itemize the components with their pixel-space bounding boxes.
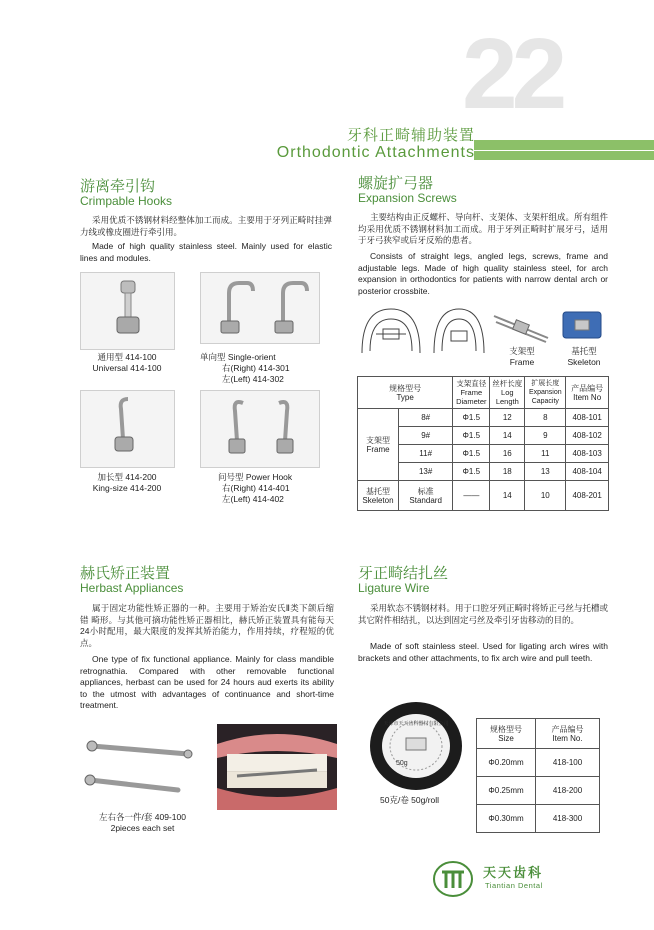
exp-th-type-en: Type <box>396 392 414 402</box>
lig-th-size-en: Size <box>498 733 514 743</box>
power-hook-caption-3: 左(Left) 414-402 <box>222 494 284 504</box>
herbast-mouth-photo <box>217 724 337 810</box>
expansion-title-en: Expansion Screws <box>358 191 457 205</box>
exp-cell-len: 14 <box>490 427 525 445</box>
table-row <box>477 777 600 805</box>
spool-weight-label: 50g <box>396 760 408 767</box>
upper-arch-image <box>356 303 426 358</box>
frame-screw-image <box>492 308 550 346</box>
exp-cell-size: 8# <box>399 409 453 427</box>
logo-name-en: Tiantian Dental <box>485 881 543 890</box>
expansion-title-zh: 螺旋扩弓器 <box>358 175 434 192</box>
table-row <box>358 481 609 511</box>
exp-skeleton-item: 408-201 <box>566 481 609 511</box>
exp-skeleton-type-en: Skeleton <box>362 495 394 505</box>
single-orient-caption-3: 左(Left) 414-302 <box>222 374 284 384</box>
exp-cell-size: 13# <box>399 463 453 481</box>
exp-cell-cap: 11 <box>525 445 566 463</box>
expansion-desc-en: Consists of straight legs, angled legs, screws, frame and adjustable legs. Made of high quality stainless steel, for arch expansion in orthodontics for patients with narrow dental arch or posterior crossbite. <box>358 251 608 296</box>
exp-skeleton-size-zh: 标准 <box>417 486 434 496</box>
universal-hook-image <box>81 273 176 351</box>
page-number: 22 <box>462 18 562 130</box>
exp-group-frame-zh: 支架型 <box>366 435 390 445</box>
exp-skeleton-type-zh: 基托型 <box>366 486 390 496</box>
exp-cell-len: 12 <box>490 409 525 427</box>
universal-caption-1: 通用型 414-100 <box>97 352 157 362</box>
ligature-title-zh: 牙正畸结扎丝 <box>358 565 449 582</box>
exp-skeleton-len: 14 <box>490 481 525 511</box>
frame-label-en: Frame <box>509 357 535 367</box>
herbast-caption-2: 2pieces each set <box>110 823 175 833</box>
crimpable-desc-en: Made of high quality stainless steel. Mainly used for elastic lines and modules. <box>80 241 332 263</box>
exp-cell-len: 16 <box>490 445 525 463</box>
exp-th-dia-zh: 支架直径 <box>456 379 487 388</box>
exp-cell-item: 408-104 <box>566 463 609 481</box>
spool-caption: 50克/卷 50g/roll <box>380 795 440 805</box>
lig-cell-item: 418-100 <box>536 749 600 777</box>
exp-skeleton-dia: —— <box>453 481 490 511</box>
ligature-spool-photo <box>368 700 464 792</box>
logo-mark-icon <box>432 858 474 900</box>
exp-cell-item: 408-101 <box>566 409 609 427</box>
power-hook-caption-1: 问号型 Power Hook <box>218 472 293 482</box>
ligature-table <box>476 718 600 833</box>
table-row <box>477 749 600 777</box>
lig-cell-size: Φ0.25mm <box>477 777 536 805</box>
herbast-parts-image <box>80 728 200 806</box>
power-hook-image <box>201 391 321 469</box>
skeleton-label-en: Skeleton <box>567 357 601 367</box>
header-title-en: Orthodontic Attachments <box>276 144 475 161</box>
logo-name-zh: 天天齿科 <box>483 865 544 880</box>
header-bar-line <box>474 150 654 151</box>
exp-th-cap-en1: Expansion <box>528 389 562 396</box>
skeleton-screw-image <box>555 304 610 346</box>
skeleton-label-zh: 基托型 <box>571 346 597 356</box>
exp-th-cap-en2: Capacity <box>531 398 559 405</box>
exp-skeleton-cap: 10 <box>525 481 566 511</box>
exp-th-item-en: Item No <box>573 392 602 402</box>
universal-caption-2: Universal 414-100 <box>92 363 162 373</box>
exp-cell-cap: 8 <box>525 409 566 427</box>
king-size-hook-photo <box>80 390 175 468</box>
lower-arch-drawing <box>428 303 490 358</box>
lig-th-size-zh: 规格型号 <box>490 724 522 734</box>
exp-cell-len: 18 <box>490 463 525 481</box>
exp-cell-dia: Φ1.5 <box>453 427 490 445</box>
exp-cell-dia: Φ1.5 <box>453 463 490 481</box>
crimpable-title-en: Crimpable Hooks <box>80 194 173 208</box>
single-orient-hook-image <box>201 273 321 345</box>
king-size-caption-2: King-size 414-200 <box>92 483 162 493</box>
ligature-desc-en: Made of soft stainless steel. Used for ligating arch wires with brackets and other attachments, to fix arch wire and pull teeth. <box>358 641 608 663</box>
crimpable-desc-zh: 采用优质不锈钢材料经整体加工而成。主要用于牙列正畸时挂弹力线或橡皮圈进行牵引用。 <box>80 215 332 237</box>
lig-cell-item: 418-200 <box>536 777 600 805</box>
exp-cell-cap: 13 <box>525 463 566 481</box>
frame-screw-photo <box>492 308 550 346</box>
herbast-title-zh: 赫氏矫正装置 <box>80 565 171 582</box>
exp-cell-item: 408-103 <box>566 445 609 463</box>
exp-group-frame-en: Frame <box>366 444 390 454</box>
exp-cell-size: 9# <box>399 427 453 445</box>
table-row <box>358 409 609 427</box>
single-orient-hook-photo <box>200 272 320 344</box>
herbast-parts-photo <box>80 728 200 806</box>
exp-th-type-zh: 规格型号 <box>389 383 422 393</box>
exp-cell-item: 408-102 <box>566 427 609 445</box>
exp-cell-dia: Φ1.5 <box>453 445 490 463</box>
herbast-title-en: Herbast Appliances <box>80 581 184 595</box>
table-row <box>477 805 600 833</box>
exp-cell-cap: 9 <box>525 427 566 445</box>
power-hook-photo <box>200 390 320 468</box>
frame-label-zh: 支架型 <box>509 346 535 356</box>
herbast-desc-en: One type of fix functional appliance. Mainly for class mandible retrognathia. Compared with other removable functional appliances, herbast can be used for 24 hours aud exerts its ability to the utmost with advantages of continuance and short-time treatment. <box>80 654 334 711</box>
exp-th-dia-en2: Diameter <box>456 397 487 406</box>
herbast-desc-zh: 属于固定功能性矫正器的一种。主要用于矫治安氏Ⅱ类下颌后缩错 畸形。与其他可摘功能性矫正器相比，赫氏矫正装置具有能每天24小时配用，最大限度的发挥其矫治能力，作用持续，疗程短的优点。 <box>80 603 334 648</box>
expansion-table <box>357 376 609 511</box>
herbast-mouth-image <box>217 724 337 810</box>
king-size-caption-1: 加长型 414-200 <box>97 472 157 482</box>
expansion-desc-zh: 主要结构由正反螺杆、导向杆、支架体、支架杆组成。所有组件均采用优质不锈钢材料加工而成。用于牙列正畸时扩展牙弓，适用于牙弓狭窄或后牙反殆的患者。 <box>358 212 609 246</box>
lig-cell-size: Φ0.20mm <box>477 749 536 777</box>
exp-th-len-en2: Length <box>495 397 519 406</box>
exp-th-item-zh: 产品编号 <box>571 383 604 393</box>
lig-cell-size: Φ0.30mm <box>477 805 536 833</box>
exp-cell-size: 11# <box>399 445 453 463</box>
skeleton-screw-photo <box>555 304 610 346</box>
single-orient-caption-2: 右(Right) 414-301 <box>222 363 290 373</box>
universal-hook-photo <box>80 272 175 350</box>
lig-th-item-zh: 产品编号 <box>551 724 584 734</box>
exp-skeleton-size-en: Standard <box>409 495 442 505</box>
header-title-zh: 牙科正畸辅助装置 <box>346 127 475 144</box>
tiantian-logo-icon <box>432 858 474 900</box>
ligature-desc-zh: 采用软态不锈钢材料。用于口腔牙列正畸时将矫正弓丝与托槽或其它附件相结扎，以达到固定弓丝及牵引牙齿移动的目的。 <box>358 603 609 625</box>
herbast-caption-1: 左右各一件/套 409-100 <box>99 812 186 822</box>
king-size-hook-image <box>81 391 176 469</box>
exp-th-len-en1: Log <box>501 388 514 397</box>
exp-th-len-zh: 丝杆长度 <box>492 379 523 388</box>
power-hook-caption-2: 右(Right) 414-401 <box>222 483 290 493</box>
exp-cell-dia: Φ1.5 <box>453 409 490 427</box>
ligature-spool-image <box>368 700 464 792</box>
lig-cell-item: 418-300 <box>536 805 600 833</box>
exp-th-cap-zh: 扩展长度 <box>531 380 560 387</box>
exp-th-dia-en1: Frame <box>460 388 483 397</box>
spool-text-label: 天津市天天齿科器材有限公司 <box>383 721 449 727</box>
lower-arch-image <box>428 303 490 358</box>
upper-arch-drawing <box>356 303 426 358</box>
lig-th-item-en: Item No. <box>552 733 583 743</box>
ligature-title-en: Ligature Wire <box>358 581 430 595</box>
crimpable-title-zh: 游离牵引钩 <box>80 178 156 195</box>
single-orient-caption-1: 单向型 Single-orient <box>200 352 276 362</box>
